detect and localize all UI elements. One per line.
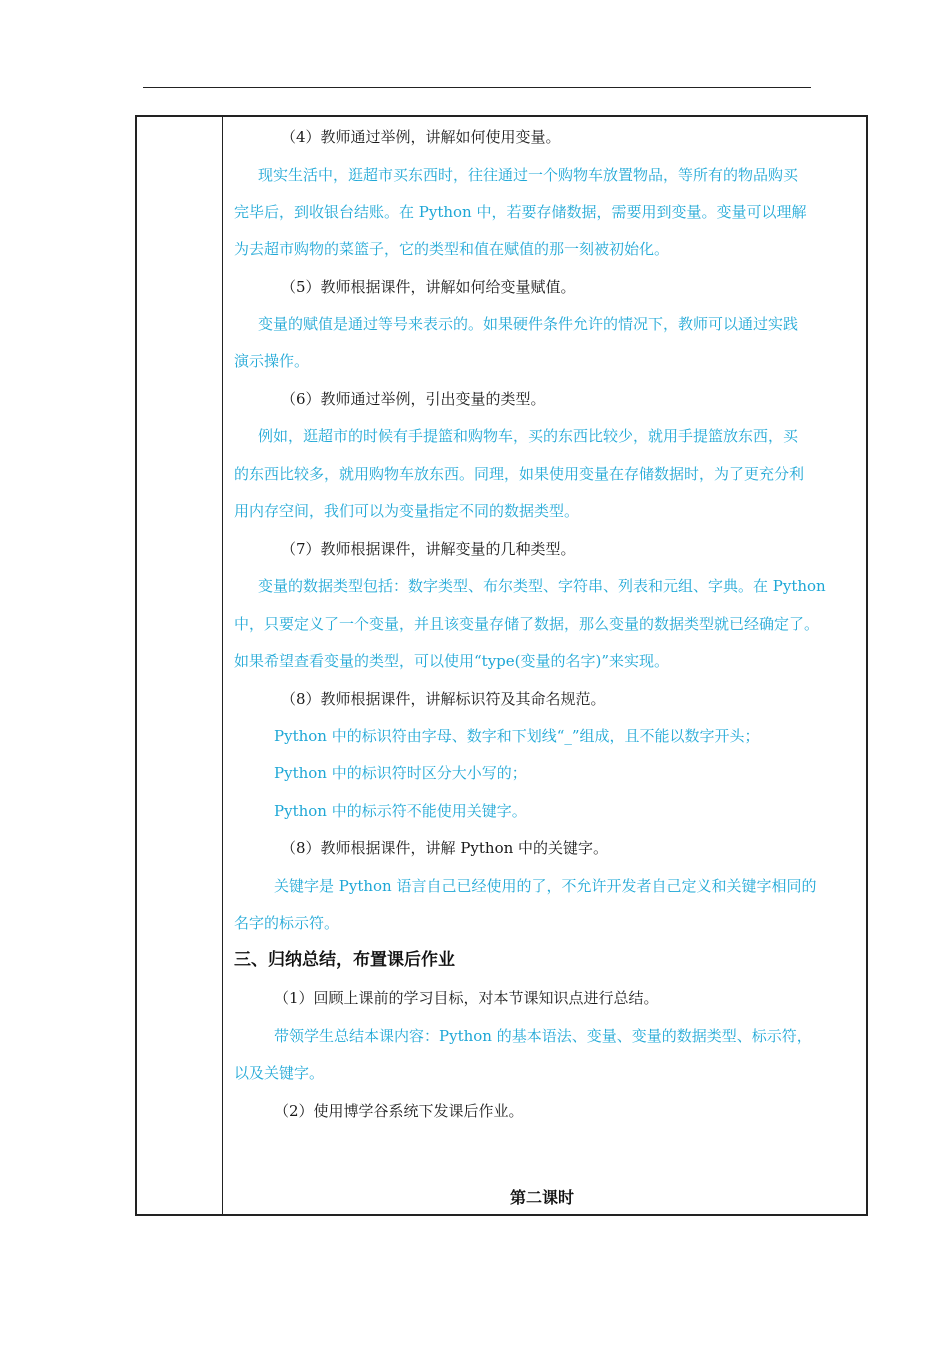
paragraph-line: 带领学生总结本课内容：Python 的基本语法、变量、变量的数据类型、标示符， xyxy=(274,1027,812,1045)
paragraph-line: 例如，逛超市的时候有手提篮和购物车，买的东西比较少，就用手提篮放东西，买 xyxy=(258,427,799,445)
paragraph-line: 完毕后，到收银台结账。在 Python 中，若要存储数据，需要用到变量。变量可以理解 xyxy=(234,203,807,221)
list-line: Python 中的标示符不能使用关键字。 xyxy=(274,802,527,820)
lesson-table xyxy=(135,115,868,1216)
paragraph-line: 关键字是 Python 语言自己已经使用的了，不允许开发者自己定义和关键字相同的 xyxy=(274,877,817,895)
list-line: Python 中的标识符由字母、数字和下划线“_”组成，且不能以数字开头； xyxy=(274,727,760,745)
paragraph-line: 为去超市购物的菜篮子，它的类型和值在赋值的那一刻被初始化。 xyxy=(234,240,670,258)
paragraph-line: 变量的数据类型包括：数字类型、布尔类型、字符串、列表和元组、字典。在 Python xyxy=(258,577,826,595)
paragraph-line: 中，只要定义了一个变量，并且该变量存储了数据，那么变量的数据类型就已经确定了。 xyxy=(234,615,820,633)
paragraph-line: 如果希望查看变量的类型，可以使用“type(变量的名字)”来实现。 xyxy=(234,652,670,670)
paragraph-line: 以及关键字。 xyxy=(234,1064,325,1082)
summary-step-1: （1）回顾上课前的学习目标，对本节课知识点进行总结。 xyxy=(274,989,659,1007)
list-line: Python 中的标识符时区分大小写的； xyxy=(274,764,527,782)
second-lesson-title: 第二课时 xyxy=(510,1188,575,1207)
left-column-cell xyxy=(137,117,223,1214)
summary-step-2: （2）使用博学谷系统下发课后作业。 xyxy=(274,1102,524,1120)
paragraph-line: 演示操作。 xyxy=(234,352,310,370)
step-8-heading: （8）教师根据课件，讲解标识符及其命名规范。 xyxy=(281,690,606,708)
paragraph-line: 现实生活中，逛超市买东西时，往往通过一个购物车放置物品，等所有的物品购买 xyxy=(258,166,799,184)
step-7-heading: （7）教师根据课件，讲解变量的几种类型。 xyxy=(281,540,576,558)
paragraph-line: 用内存空间，我们可以为变量指定不同的数据类型。 xyxy=(234,502,580,520)
step-4-heading: （4）教师通过举例，讲解如何使用变量。 xyxy=(281,128,561,146)
header-rule xyxy=(143,87,811,88)
step-5-heading: （5）教师根据课件，讲解如何给变量赋值。 xyxy=(281,278,576,296)
paragraph-line: 变量的赋值是通过等号来表示的。如果硬件条件允许的情况下，教师可以通过实践 xyxy=(258,315,799,333)
section-heading: 三、归纳总结，布置课后作业 xyxy=(234,950,455,970)
step-8b-heading: （8）教师根据课件，讲解 Python 中的关键字。 xyxy=(281,839,609,857)
paragraph-line: 的东西比较多，就用购物车放东西。同理，如果使用变量在存储数据时，为了更充分利 xyxy=(234,465,805,483)
paragraph-line: 名字的标示符。 xyxy=(234,914,340,932)
step-6-heading: （6）教师通过举例，引出变量的类型。 xyxy=(281,390,546,408)
